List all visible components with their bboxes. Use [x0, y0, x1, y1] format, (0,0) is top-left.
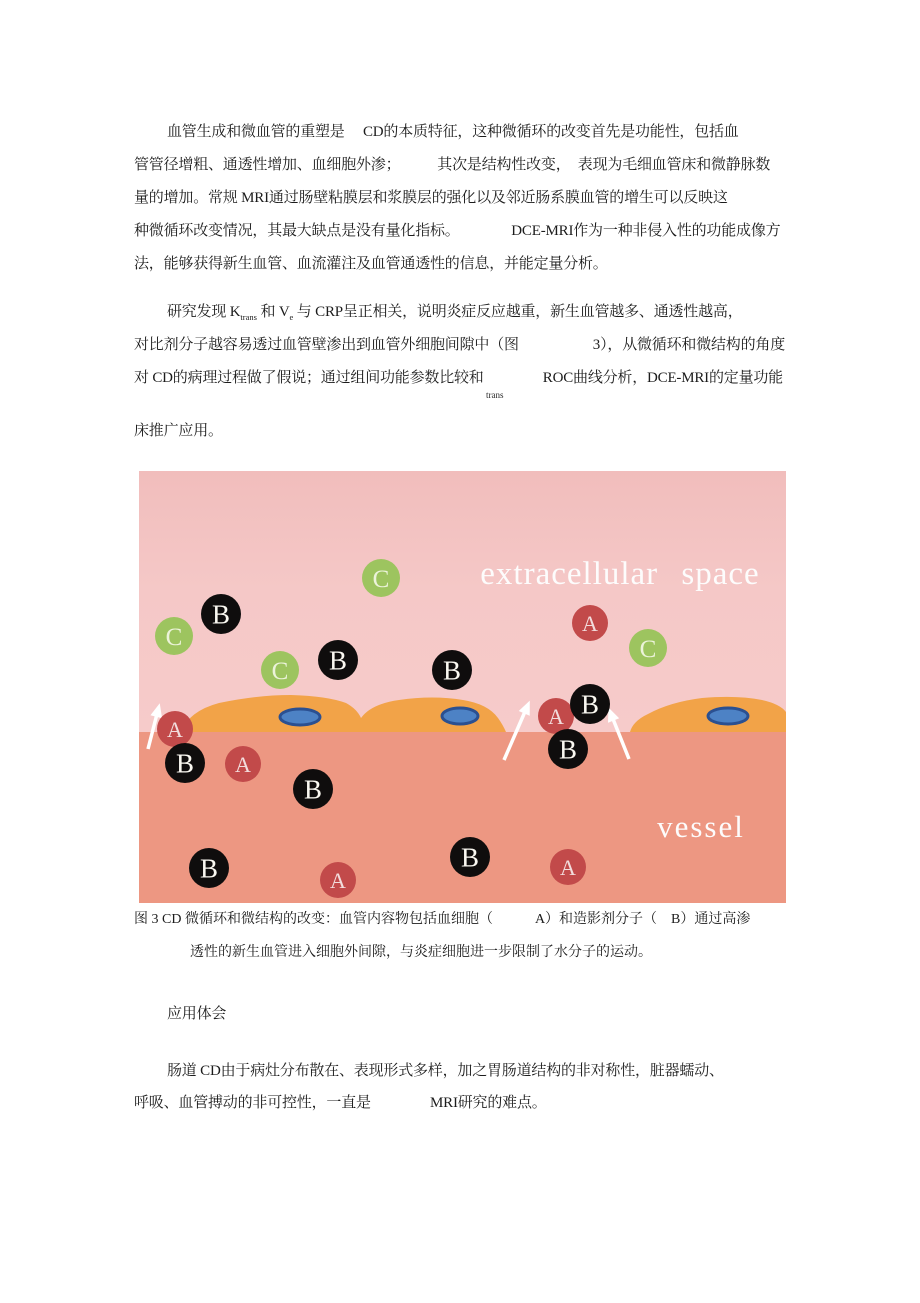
molecule-a	[320, 862, 356, 898]
svg-text:B: B	[175, 748, 195, 779]
text-line: 血管生成和微血管的重塑是 CD的本质特征，这种微循环的改变首先是功能性，包括血	[167, 124, 739, 140]
molecule-b	[201, 594, 241, 634]
molecule-b	[318, 640, 358, 680]
text-line: 种微循环改变情况，其最大缺点是没有量化指标。 DCE-MRI作为一种非侵入性的功能成像方	[134, 223, 781, 239]
vessel-label: vessel	[657, 809, 745, 844]
figure-canvas	[139, 471, 786, 903]
molecule-c	[261, 651, 299, 689]
molecule-c	[629, 629, 667, 667]
svg-text:A: A	[582, 610, 598, 636]
molecule-a	[225, 746, 261, 782]
text-line: 管管径增粗、通透性增加、血细胞外渗； 其次是结构性改变， 表现为毛细血管床和微静脉数	[134, 157, 771, 173]
svg-text:A: A	[235, 751, 251, 777]
text-line: 床推广应用。	[134, 423, 223, 439]
molecule-b	[432, 650, 472, 690]
molecule-c	[155, 617, 193, 655]
endothelial-nucleus	[708, 708, 748, 724]
molecule-a	[538, 698, 574, 734]
svg-text:B: B	[580, 689, 600, 720]
molecule-b	[450, 837, 490, 877]
text-line: 应用体会	[167, 1006, 227, 1022]
text-line: 法，能够获得新生血管、血流灌注及血管通透性的信息，并能定量分析。	[134, 256, 608, 272]
svg-text:C: C	[639, 636, 657, 663]
molecule-b	[165, 743, 205, 783]
svg-text:B: B	[558, 734, 578, 765]
text-line: 对比剂分子越容易透过血管壁渗出到血管外细胞间隙中（图 3），从微循环和微结构的角度	[134, 337, 786, 353]
text-line: 呼吸、血管搏动的非可控性，一直是 MRI研究的难点。	[134, 1095, 547, 1111]
text-line: 图 3 CD 微循环和微结构的改变：血管内容物包括血细胞（ A）和造影剂分子（ B）通过高渗	[134, 912, 751, 927]
molecule-b	[570, 684, 610, 724]
figure-3-diagram	[139, 471, 786, 903]
svg-text:C: C	[165, 624, 183, 651]
svg-text:B: B	[328, 645, 348, 676]
svg-text:A: A	[167, 716, 183, 742]
svg-text:B: B	[211, 599, 231, 630]
molecule-a	[157, 711, 193, 747]
text-line: 研究发现 $K_{trans}$ 和 $V_e$ 与 CRP呈正相关，说明炎症反应越重，新生血管越多、通透性越高，	[167, 304, 743, 322]
svg-text:B: B	[199, 853, 219, 884]
text-line: 肠道 CD由于病灶分布散在、表现形式多样，加之胃肠道结构的非对称性，脏器蠕动、	[167, 1063, 724, 1079]
molecule-c	[362, 559, 400, 597]
molecule-a	[550, 849, 586, 885]
svg-text:B: B	[303, 774, 323, 805]
endothelial-nucleus	[442, 708, 478, 724]
svg-text:C: C	[372, 566, 390, 593]
svg-text:B: B	[460, 842, 480, 873]
text-line: trans	[486, 390, 504, 400]
molecule-b	[293, 769, 333, 809]
text-line: 量的增加。常规 MRI通过肠壁粘膜层和浆膜层的强化以及邻近肠系膜血管的增生可以反映这	[134, 190, 728, 206]
svg-text:A: A	[548, 703, 564, 729]
text-line: 透性的新生血管进入细胞外间隙，与炎症细胞进一步限制了水分子的运动。	[190, 945, 652, 960]
endothelial-nucleus	[280, 709, 320, 725]
svg-text:A: A	[560, 854, 576, 880]
molecule-b	[189, 848, 229, 888]
molecule-a	[572, 605, 608, 641]
svg-text:C: C	[271, 658, 289, 685]
extracellular-space-label: extracellular space	[480, 556, 760, 592]
svg-text:B: B	[442, 655, 462, 686]
molecule-b	[548, 729, 588, 769]
svg-text:A: A	[330, 867, 346, 893]
text-line: 对 CD的病理过程做了假说；通过组间功能参数比较和 ROC曲线分析，DCE-MRI的定量功能	[134, 370, 783, 386]
